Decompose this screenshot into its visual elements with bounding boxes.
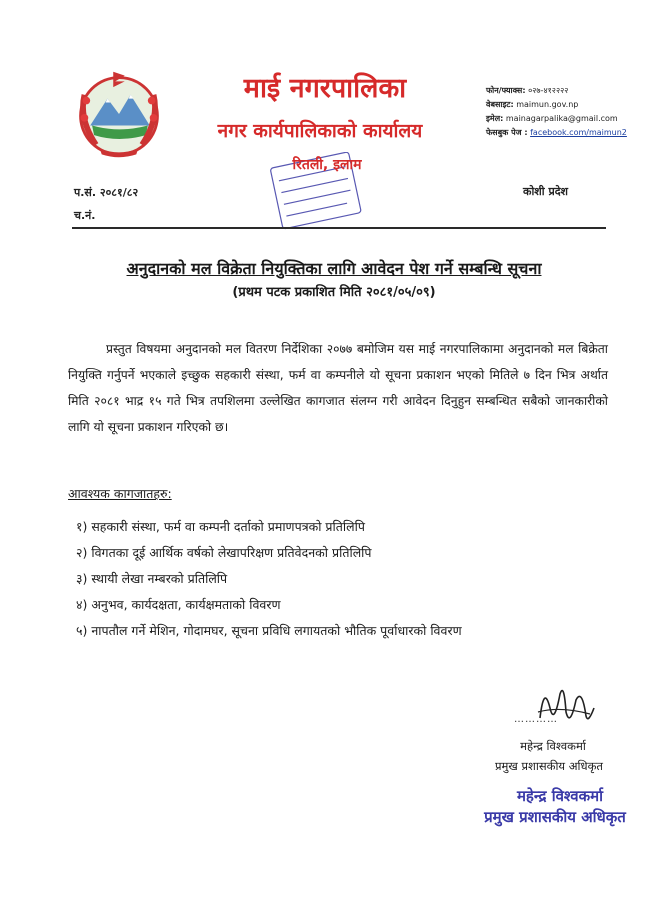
- list-item: ५) नापतौल गर्ने मेशिन, गोदामघर, सूचना प्रविधि लगायतको भौतिक पूर्वाधारको विवरण: [76, 623, 462, 638]
- contact-block: [486, 84, 651, 140]
- requirements-heading: आवश्यक कागजातहरु:: [68, 486, 172, 501]
- office-title: माई नगरपालिका: [243, 73, 407, 104]
- notice-body: [68, 336, 608, 440]
- facebook-row: [486, 126, 651, 140]
- signatory-role: प्रमुख प्रशासकीय अधिकृत: [495, 759, 603, 773]
- website-row: [486, 98, 651, 112]
- office-subtitle: नगर कार्यपालिकाको कार्यालय: [217, 120, 423, 142]
- dispatch-number: च.नं.: [74, 209, 96, 222]
- name-stamp: महेन्द्र विश्वकर्मा: [516, 787, 604, 805]
- notice-publish-date: (प्रथम पटक प्रकाशित मिति २०८१/०५/०९): [232, 285, 436, 300]
- signature-line: …………: [514, 714, 558, 725]
- header-divider: [72, 227, 606, 229]
- list-item: १) सहकारी संस्था, फर्म वा कम्पनी दर्ताको प्रमाणपत्रको प्रतिलिपि: [76, 519, 365, 534]
- list-item: ३) स्थायी लेखा नम्बरको प्रतिलिपि: [76, 571, 228, 586]
- email-value: mainagarpalika@gmail.com: [505, 114, 618, 123]
- requirements-list: [76, 514, 616, 644]
- phone-value: ०२७-४१२२२२: [528, 86, 569, 95]
- website-label: वेबसाइट:: [486, 100, 514, 109]
- list-item: ४) अनुभव, कार्यदक्षता, कार्यक्षमताको विवरण: [76, 597, 281, 612]
- office-location: रितली, इलाम: [292, 157, 362, 173]
- province-label: कोशी प्रदेश: [523, 185, 569, 198]
- email-row: [486, 112, 651, 126]
- nepal-emblem-icon: [70, 66, 168, 162]
- notice-subject: अनुदानको मल विक्रेता नियुक्तिका लागि आवेदन पेश गर्ने सम्बन्धि सूचना: [126, 259, 542, 278]
- notice-body-text: प्रस्तुत विषयमा अनुदानको मल वितरण निर्देशिका २०७७ बमोजिम यस माई नगरपालिकामा अनुदानको मल बिक्रेता नियुक्ति गर्नुपर्ने भएकाले इच्छुक सहकारी संस्था, फर्म वा कम्पनीले यो सूचना प्रकाशन भएको मितिले ७ दिन भित्र अर्थात मिति २०८१ भाद्र १५ गते भित्र तपशिलमा उल्लेखित कागजात संलग्न गरी आवेदन दिनुहुन सम्बन्धित सबैको जानकारीको लागि यो सूचना प्रकाशन गरिएको छ।: [68, 342, 608, 434]
- phone-row: [486, 84, 651, 98]
- role-stamp: प्रमुख प्रशासकीय अधिकृत: [484, 808, 626, 826]
- website-value: maimun.gov.np: [516, 100, 579, 109]
- phone-label: फोन/फ्याक्स:: [486, 86, 526, 95]
- list-item: २) विगतका दूई आर्थिक वर्षको लेखापरिक्षण प्रतिवेदनको प्रतिलिपि: [76, 545, 372, 560]
- email-label: इमेल:: [486, 114, 504, 123]
- handwritten-signature: [530, 678, 600, 734]
- reference-number: प.सं. २०८१/८२: [74, 186, 139, 199]
- signatory-name: महेन्द्र विश्वकर्मा: [520, 739, 586, 753]
- facebook-label: फेसबुक पेज :: [486, 128, 528, 137]
- facebook-link[interactable]: facebook.com/maimun2: [530, 128, 627, 137]
